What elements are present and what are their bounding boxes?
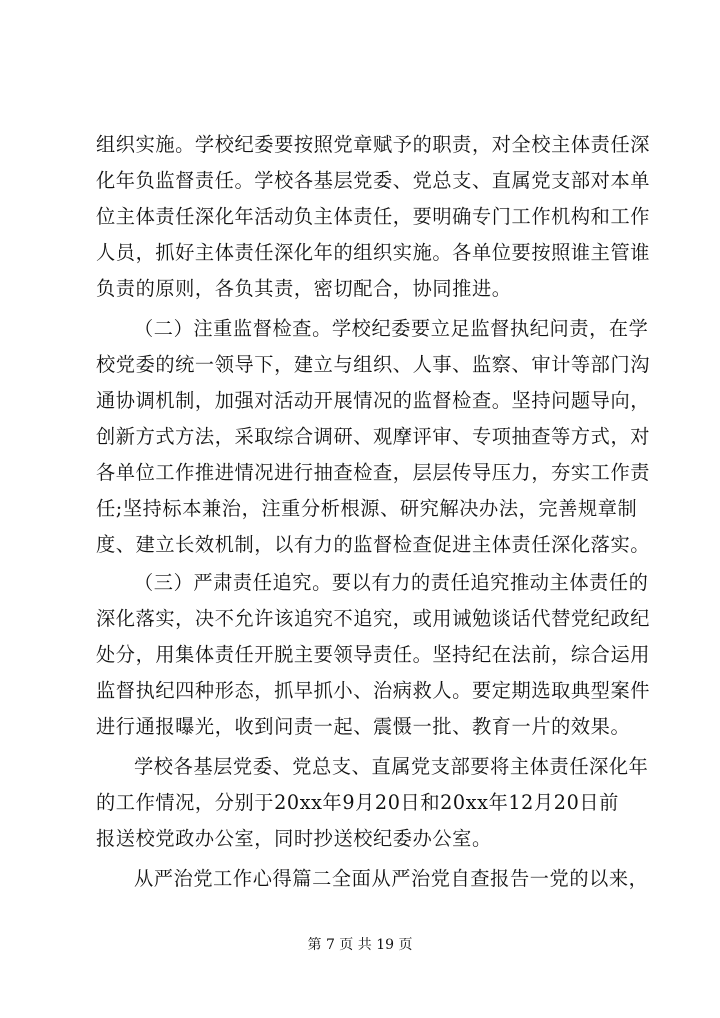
paragraph-4-start: 学校各基层党委、党总支、直属党支部要将主体责任深化年 (134, 755, 649, 778)
text-line: 深化落实，决不允许该追究不追究，或用诫勉谈话代替党纪政纪 (96, 607, 651, 630)
page-number-footer: 第 7 页 共 19 页 (307, 937, 413, 953)
text-line: 各单位工作推进情况进行抽查检查，层层传导压力，夯实工作责 (96, 461, 651, 484)
paragraph-5-start: 从严治党工作心得篇二全面从严治党自查报告一党的以来， (134, 867, 649, 890)
text-line: 负责的原则，各负其责，密切配合，协同推进。 (96, 277, 512, 300)
text-line: 处分，用集体责任开脱主要领导责任。坚持纪在法前，综合运用 (96, 643, 651, 666)
text-line: 报送校党政办公室，同时抄送校纪委办公室。 (96, 827, 492, 850)
text-line: 位主体责任深化年活动负主体责任，要明确专门工作机构和工作 (96, 205, 651, 228)
text-line: 通协调机制，加强对活动开展情况的监督检查。坚持问题导向， (96, 389, 651, 412)
text-line: 的工作情况，分别于20xx年9月20日和20xx年12月20日前 (96, 791, 619, 814)
paragraph-3-start: （三）严肃责任追究。要以有力的责任追究推动主体责任的 (134, 571, 649, 594)
text-line: 化年负监督责任。学校各基层党委、党总支、直属党支部对本单 (96, 169, 651, 192)
text-line: 人员，抓好主体责任深化年的组织实施。各单位要按照谁主管谁 (96, 241, 651, 264)
paragraph-2-start: （二）注重监督检查。学校纪委要立足监督执纪问责，在学 (134, 317, 649, 340)
text-line: 监督执纪四种形态，抓早抓小、治病救人。要定期选取典型案件 (96, 679, 651, 702)
text-line: 组织实施。学校纪委要按照党章赋予的职责，对全校主体责任深 (96, 133, 651, 156)
text-line: 进行通报曝光，收到问责一起、震慑一批、教育一片的效果。 (96, 715, 631, 738)
text-line: 任;坚持标本兼治，注重分析根源、研究解决办法，完善规章制 (96, 497, 638, 520)
text-line: 校党委的统一领导下，建立与组织、人事、监察、审计等部门沟 (96, 353, 651, 376)
text-line: 度、建立长效机制，以有力的监督检查促进主体责任深化落实。 (96, 533, 651, 556)
text-line: 创新方式方法，采取综合调研、观摩评审、专项抽查等方式，对 (96, 425, 651, 448)
